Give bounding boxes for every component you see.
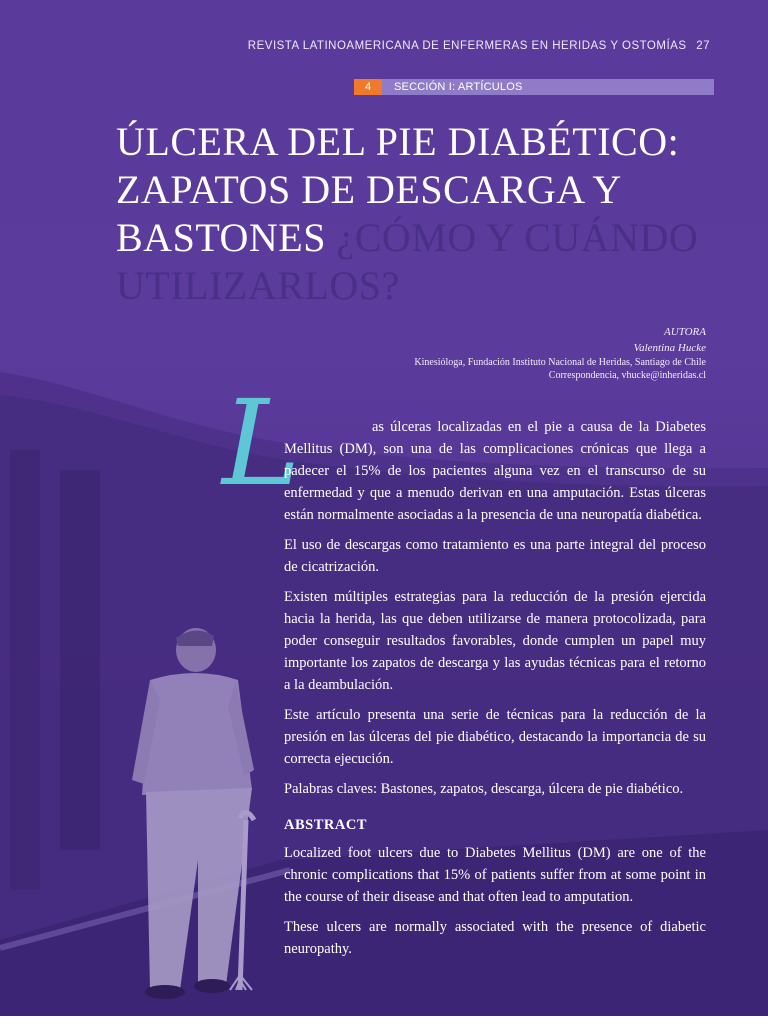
author-affiliation: Kinesióloga, Fundación Instituto Nacional de Heridas, Santiago de Chile — [414, 357, 706, 368]
journal-header — [248, 40, 710, 52]
title-main: ÚLCERA DEL PIE DIABÉTICO: ZAPATOS DE DESCARGA Y BASTONES — [116, 119, 680, 260]
title-faded: ¿CÓMO Y CUÁNDO UTILIZARLOS? — [116, 215, 699, 308]
doorway-2 — [10, 450, 40, 890]
section-number: 4 — [354, 79, 382, 95]
article-title — [116, 118, 716, 310]
section-bar — [354, 79, 714, 95]
article-body — [284, 416, 706, 968]
abstract-heading: ABSTRACT — [284, 817, 367, 833]
author-role: AUTORA — [664, 326, 706, 338]
journal-title: REVISTA LATINOAMERICANA DE ENFERMERAS EN HERIDAS Y OSTOMÍAS — [247, 40, 687, 52]
author-name: Valentina Hucke — [633, 342, 706, 354]
paragraph: Existen múltiples estrategias para la reducción de la presión ejercida hacia la herida, las que deben utilizarse de manera protocolizada, para poder conseguir resultados favorables, donde cumplen un papel muy importante los zapatos de descarga y las ayudas técnicas para el retorno a la deambulación. — [284, 589, 706, 693]
author-contact: Correspondencia, vhucke@inheridas.cl — [548, 370, 706, 381]
drop-cap: L — [222, 374, 301, 512]
paragraph: El uso de descargas como tratamiento es una parte integral del proceso de cicatrización. — [284, 537, 706, 575]
abstract-paragraph: These ulcers are normally associated with the presence of diabetic neuropathy. — [284, 919, 706, 957]
doorway — [60, 470, 100, 850]
page-bottom-margin — [0, 1016, 768, 1024]
paragraph: Este artículo presenta una serie de técnicas para la reducción de la presión en las úlceras del pie diabético, destacando la importancia de su correcta ejecución. — [284, 707, 706, 767]
keywords: Palabras claves: Bastones, zapatos, descarga, úlcera de pie diabético. — [284, 781, 684, 797]
section-label: SECCIÓN I: ARTÍCULOS — [394, 81, 523, 93]
paragraph-intro: as úlceras localizadas en el pie a causa de la Diabetes Mellitus (DM), son una de las complicaciones crónicas que llega a padecer el 15% de los pacientes alguna vez en el transcurso de su enfermedad y que a menudo derivan en una amputación. Estas úlceras están normalmente asociadas a la presencia de una neuropatía diabética. — [284, 419, 706, 523]
page-number: 27 — [696, 40, 710, 52]
abstract-paragraph: Localized foot ulcers due to Diabetes Mellitus (DM) are one of the chronic complications that 15% of patients suffer from at some point in the course of their disease and that often lead to amputation. — [284, 845, 706, 905]
author-block — [414, 324, 706, 382]
